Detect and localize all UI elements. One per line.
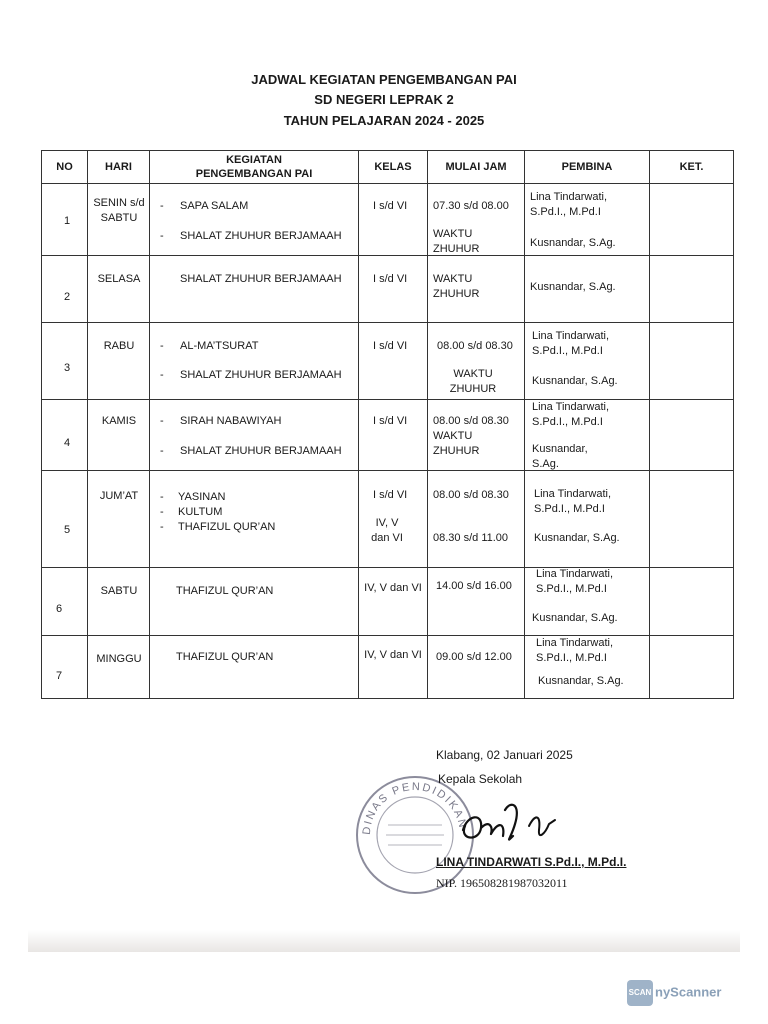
activity-item: SHALAT ZHUHUR BERJAMAAH (180, 230, 342, 242)
row-no: 6 (56, 603, 63, 615)
activity-item: THAFIZUL QUR’AN (176, 585, 274, 597)
row-time: 07.30 s/d 08.00 (433, 200, 509, 212)
activity-item: SAPA SALAM (180, 200, 249, 212)
paper-bottom-edge (28, 930, 740, 952)
col-kelas-header: KELAS (359, 151, 428, 184)
col-ket-header: KET. (650, 151, 734, 184)
bullet-dash: - (160, 200, 164, 212)
row-no: 7 (56, 670, 63, 682)
scanner-watermark-text: nyScanner (655, 984, 722, 1000)
col-kegiatan-header (150, 151, 359, 184)
row-kelas: IV, V dan VI (364, 582, 422, 594)
table-header-row (42, 151, 734, 184)
bullet-dash: - (160, 506, 164, 518)
row-pembina: Lina Tindarwati, S.Pd.I., M.Pd.I (536, 568, 614, 595)
table-row (42, 636, 734, 699)
row-pembina: Lina Tindarwati, S.Pd.I., M.Pd.I (536, 637, 614, 664)
row-time: WAKTU ZHUHUR (433, 273, 480, 300)
principal-nip: NIP. 196508281987032011 (436, 876, 568, 890)
activity-item: SHALAT ZHUHUR BERJAMAAH (180, 445, 342, 457)
row-kelas: I s/d VI (373, 415, 408, 427)
school-name: SD NEGERI LEPRAK 2 (314, 92, 454, 107)
row-pembina: Kusnandar, S.Ag. (530, 281, 616, 293)
row-pembina: Kusnandar, S.Ag. (538, 675, 624, 687)
col-no-header: NO (42, 151, 88, 184)
row-time: WAKTU ZHUHUR (433, 228, 480, 255)
row-time: WAKTU ZHUHUR (449, 368, 497, 395)
scanner-logo-icon: SCAN (627, 980, 653, 1006)
table-row (42, 184, 734, 256)
row-kelas: IV, V dan VI (371, 517, 403, 544)
row-kelas: I s/d VI (373, 273, 408, 285)
activity-item: SHALAT ZHUHUR BERJAMAAH (180, 273, 342, 285)
schedule-table (41, 150, 734, 699)
bullet-dash: - (160, 340, 164, 352)
row-pembina: Lina Tindarwati, S.Pd.I., M.Pd.I (534, 488, 612, 515)
row-hari: MINGGU (96, 653, 142, 665)
bullet-dash: - (160, 521, 164, 533)
row-time: 14.00 s/d 16.00 (436, 580, 512, 592)
row-hari: SENIN s/d SABTU (93, 197, 145, 224)
stamp-text: DINAS PENDIDIKAN (360, 780, 469, 836)
row-pembina: Lina Tindarwati, S.Pd.I., M.Pd.I (530, 191, 608, 218)
row-kelas: I s/d VI (373, 200, 408, 212)
row-pembina: Kusnandar, S.Ag. (530, 237, 616, 249)
row-pembina: Lina Tindarwati, S.Pd.I., M.Pd.I (532, 401, 610, 428)
row-hari: RABU (103, 340, 135, 352)
row-pembina: Kusnandar, S.Ag. (532, 612, 618, 624)
academic-year: TAHUN PELAJARAN 2024 - 2025 (283, 113, 485, 128)
bullet-dash: - (160, 369, 164, 381)
handwritten-signature-icon (455, 790, 575, 860)
row-hari: KAMIS (101, 415, 137, 427)
row-kelas: I s/d VI (373, 489, 408, 501)
col-hari-header: HARI (88, 151, 150, 184)
activity-item: SHALAT ZHUHUR BERJAMAAH (180, 369, 342, 381)
row-no: 5 (64, 524, 71, 536)
principal-name: LINA TINDARWATI S.Pd.I., M.Pd.I. (436, 855, 627, 869)
bullet-dash: - (160, 415, 164, 427)
activity-item: THAFIZUL QUR’AN (176, 651, 274, 663)
row-no: 1 (64, 215, 71, 227)
row-pembina: Kusnandar, S.Ag. (532, 443, 588, 470)
signature-place-date: Klabang, 02 Januari 2025 (436, 748, 573, 762)
bullet-dash: - (160, 491, 164, 503)
bullet-dash: - (160, 230, 164, 242)
activity-item: THAFIZUL QUR’AN (178, 521, 276, 533)
table-row (42, 323, 734, 400)
row-no: 2 (64, 291, 71, 303)
row-pembina: Kusnandar, S.Ag. (534, 532, 620, 544)
activity-item: AL-MA’TSURAT (180, 340, 259, 352)
activity-item: YASINAN (178, 491, 226, 503)
table-row (42, 256, 734, 323)
row-kelas: I s/d VI (373, 340, 408, 352)
col-mulai-header: MULAI JAM (428, 151, 525, 184)
row-no: 3 (64, 362, 71, 374)
row-hari: SELASA (97, 273, 141, 285)
row-pembina: Lina Tindarwati, S.Pd.I., M.Pd.I (532, 330, 610, 357)
kegiatan-header-label: KEGIATAN PENGEMBANGAN PAI (195, 154, 313, 180)
row-time: WAKTU ZHUHUR (433, 430, 480, 457)
row-time: 08.00 s/d 08.30 (433, 415, 509, 427)
row-pembina: Kusnandar, S.Ag. (532, 375, 618, 387)
activity-item: KULTUM (178, 506, 223, 518)
row-time: 09.00 s/d 12.00 (436, 651, 512, 663)
row-no: 4 (64, 437, 71, 449)
bullet-dash: - (160, 445, 164, 457)
row-hari: SABTU (100, 585, 138, 597)
row-time: 08.00 s/d 08.30 (433, 489, 509, 501)
row-hari: JUM’AT (99, 490, 139, 502)
signature-title: Kepala Sekolah (438, 772, 523, 786)
table-row (42, 400, 734, 471)
document-title: JADWAL KEGIATAN PENGEMBANGAN PAI (251, 72, 517, 87)
table-row (42, 568, 734, 636)
scanner-watermark (627, 980, 721, 1006)
table-row (42, 471, 734, 568)
row-time: 08.30 s/d 11.00 (433, 532, 509, 544)
row-kelas: IV, V dan VI (364, 649, 422, 661)
activity-item: SIRAH NABAWIYAH (180, 415, 282, 427)
row-time: 08.00 s/d 08.30 (437, 340, 513, 352)
col-pembina-header: PEMBINA (525, 151, 650, 184)
